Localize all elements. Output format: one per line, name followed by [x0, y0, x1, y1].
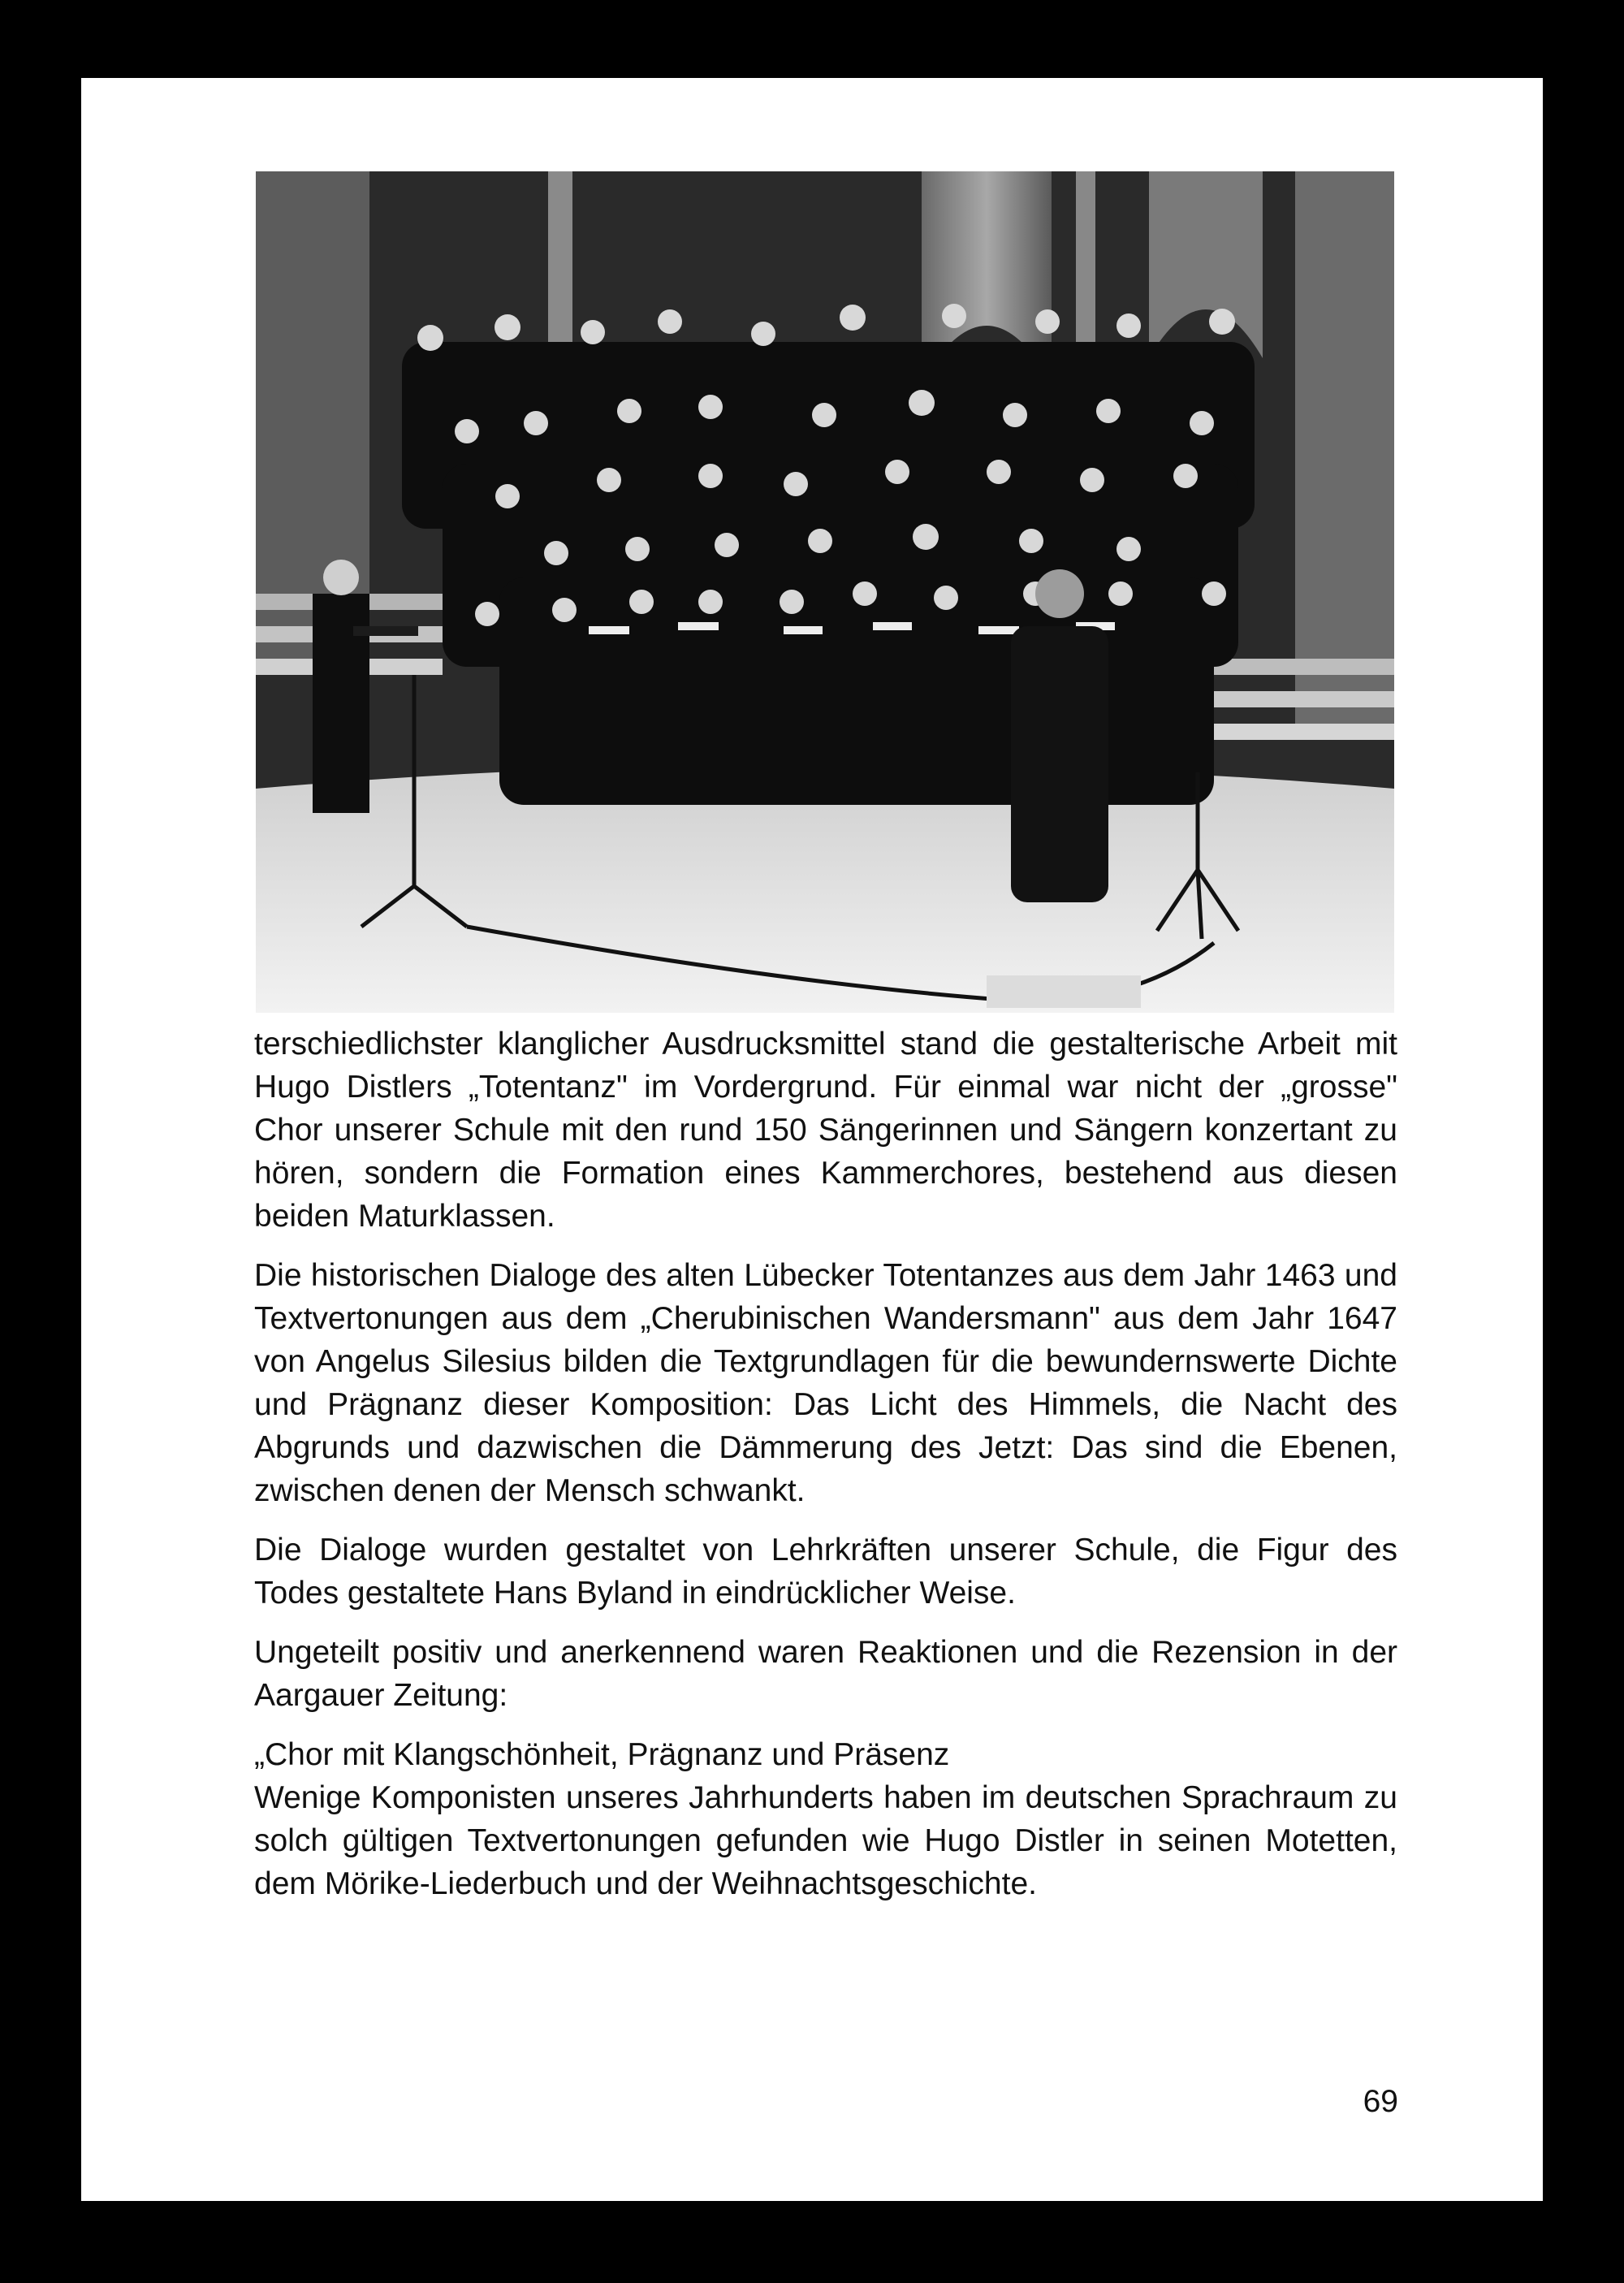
paragraph-4: Ungeteilt positiv und anerkennend waren Reaktionen und die Rezension in der Aargauer Zeitung:: [254, 1635, 1397, 1713]
article-text: [254, 1023, 1397, 1922]
paragraph-1: terschiedlichster klanglicher Ausdrucksmittel stand die gestalterische Arbeit mit Hugo Distlers „Totentanz" im Vordergrund. Für einmal war nicht der „grosse" Chor unserer Schule mit den rund 150 Sängerinnen und Sängern konzertant zu hören, sondern die Formation eines Kammerchores, bestehend aus diesen beiden Maturklassen.: [254, 1027, 1397, 1234]
choir-photo: [256, 171, 1394, 1013]
page-number: 69: [1363, 2084, 1398, 2119]
paragraph-3: Die Dialoge wurden gestaltet von Lehrkräften unserer Schule, die Figur des Todes gestaltete Hans Byland in eindrücklicher Weise.: [254, 1533, 1397, 1611]
paragraph-2: Die historischen Dialoge des alten Lübecker Totentanzes aus dem Jahr 1463 und Textvertonungen aus dem „Cherubinischen Wandersmann" aus dem Jahr 1647 von Angelus Silesius bilden die Textgrundlagen für die bewundernswerte Dichte und Prägnanz dieser Komposition: Das Licht des Himmels, die Nacht des Abgrunds und dazwischen die Dämmerung des Jetzt: Das sind die Ebenen, zwischen denen der Mensch schwankt.: [254, 1258, 1397, 1508]
choir-photo-image: [256, 171, 1394, 1013]
quote-body: Wenige Komponisten unseres Jahrhunderts haben im deutschen Sprachraum zu solch gültigen Textvertonungen gefunden wie Hugo Distler in seinen Motetten, dem Mörike-Liederbuch und der Weihnachtsgeschichte.: [254, 1780, 1397, 1901]
document-page: [81, 78, 1543, 2201]
quote-heading: „Chor mit Klangschönheit, Prägnanz und Präsenz: [254, 1737, 950, 1772]
